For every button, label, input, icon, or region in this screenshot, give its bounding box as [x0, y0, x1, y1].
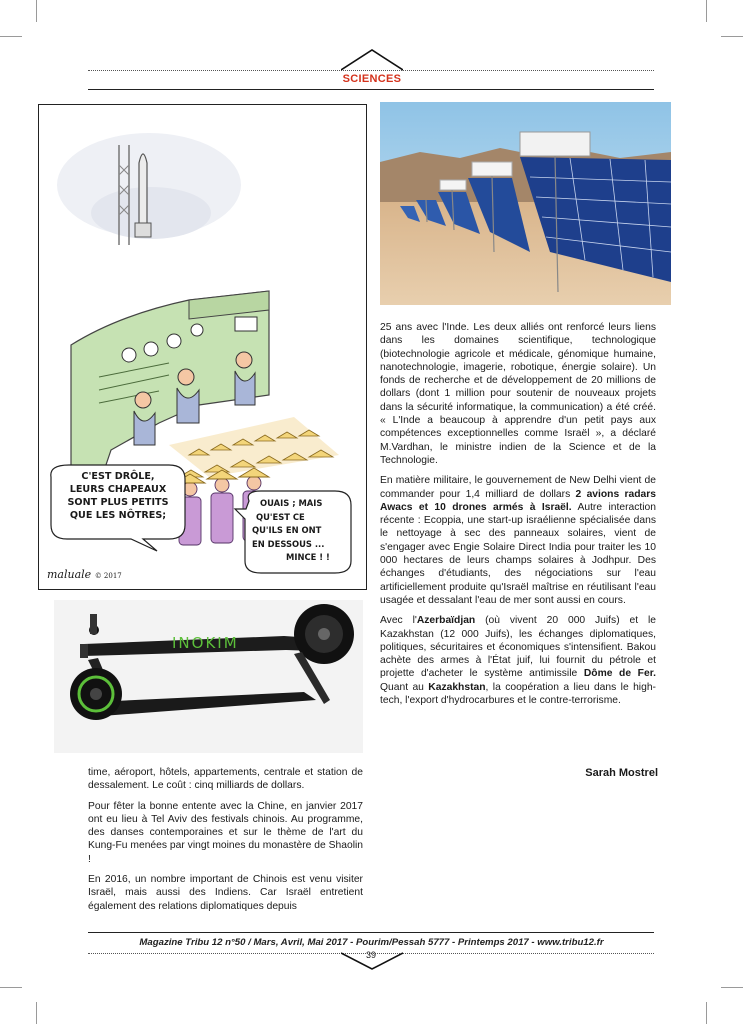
scooter-photo [54, 600, 363, 753]
crop-mark [721, 987, 743, 988]
crop-mark [0, 36, 22, 37]
cartoon-bubble-left: C'EST DRÔLE, LEURS CHAPEAUX SONT PLUS PETITS QUE LES NÔTRES; [67, 471, 169, 521]
crop-mark [706, 0, 707, 22]
article-paragraph: En 2016, un nombre important de Chinois est venu visiter Israël, mais aussi des Indiens. Car Israël entretient également des relations diplomatiques depuis [88, 874, 363, 912]
cartoon-bubble-right: OUAIS ; MAIS QU'EST CE QU'ILS EN ONT EN DESSOUS ... MINCE ! ! [252, 498, 330, 562]
footer-credit: Magazine Tribu 12 n°50 / Mars, Avril, Mai 2017 - Pourim/Pessah 5777 - Printemps 2017 - www.tribu12.fr [139, 937, 604, 948]
crop-mark [706, 1002, 707, 1024]
crop-mark [0, 987, 22, 988]
article-paragraph: time, aéroport, hôtels, appartements, centrale et station de dessalement. Le coût : cinq milliards de dollars. [88, 767, 363, 792]
article-right-column [380, 321, 656, 714]
bold-text: Dôme de Fer. [583, 668, 656, 680]
page-number: 39 [365, 950, 376, 960]
article-paragraph: Avec l'Azerbaïdjan (où vivent 20 000 Juifs) et le Kazakhstan (12 000 Juifs), les échanges diplomatiques, politiques, sécuritaires et économiques s'intensifient. Bakou achète des armes à l'État juif, lui fournit du pétrole et projette d'acheter le système antimissile Dôme de Fer. Quant au Kazakhstan, la coopération a lieu dans le high-tech, l'export d'hydrocarbures et le contre-terrorisme. [380, 615, 656, 707]
cartoon-signature: maluale © 2017 [47, 568, 122, 581]
solar-panels-drawing [380, 102, 671, 305]
cartoon-illustration [38, 104, 367, 590]
crop-mark [36, 1002, 37, 1024]
scooter-brand-label: INOKIM [172, 634, 239, 652]
header-solid-rule [88, 89, 654, 90]
footer-solid-rule [88, 932, 654, 933]
solar-panels-photo [380, 102, 671, 305]
header-triangle-ornament [341, 48, 403, 74]
article-author: Sarah Mostrel [585, 767, 658, 779]
crop-mark [36, 0, 37, 22]
article-paragraph: En matière militaire, le gouvernement de New Delhi vient de commander pour 1,4 milliard de dollars 2 avions radars Awacs et 10 drones armés à Israël. Autre interaction récente : Ecoppia, une start-up israélienne spécialisée dans le nettoyage à sec des panneaux solaires, vient de s'engager avec Engie Solaire Direct India pour traiter les 10 000 hectares de leurs champs solaires à Jodhpur. Des échanges d'étudiants, des négociations sur l'eau artificiellement produite qu'Israël maîtrise en réutilisant l'eau usagée et dessalant l'eau de mer sont aussi en cours. [380, 475, 656, 606]
bold-text: Kazakhstan [428, 681, 486, 693]
article-paragraph: 25 ans avec l'Inde. Les deux alliés ont renforcé leurs liens dans les domaines scientifique, technologique (biotechnologie agricole et médicale, génomique humaine, nanotechnologie, imagerie, robotique, énergie solaire). Un fonds de recherche et de développement de 20 millions de dollars (dont 1 million pour soutenir de nouveaux projets dans la sécurité informatique, la communication) a été créé. « L'Inde a beaucoup à apprendre d'un petit pays aux compétences exceptionnelles comme Israël », a déclaré M.Vardhan, le ministre indien de la Science et de la Technologie. [380, 322, 656, 466]
crop-mark [721, 36, 743, 37]
article-left-column [88, 766, 363, 920]
bold-text: 2 avions radars Awacs et 10 drones armés à Israël. [380, 488, 656, 513]
section-label: SCIENCES [342, 73, 402, 85]
bold-text: Azerbaïdjan [416, 615, 476, 627]
article-paragraph: Pour fêter la bonne entente avec la Chine, en janvier 2017 ont eu lieu à Tel Aviv des festivals chinois. Au programme, des danses contemporaines et sur le thème de l'art du Kung-Fu menées par vingt moines du monastère de Shaolin ! [88, 800, 363, 865]
scooter-drawing [54, 600, 363, 753]
